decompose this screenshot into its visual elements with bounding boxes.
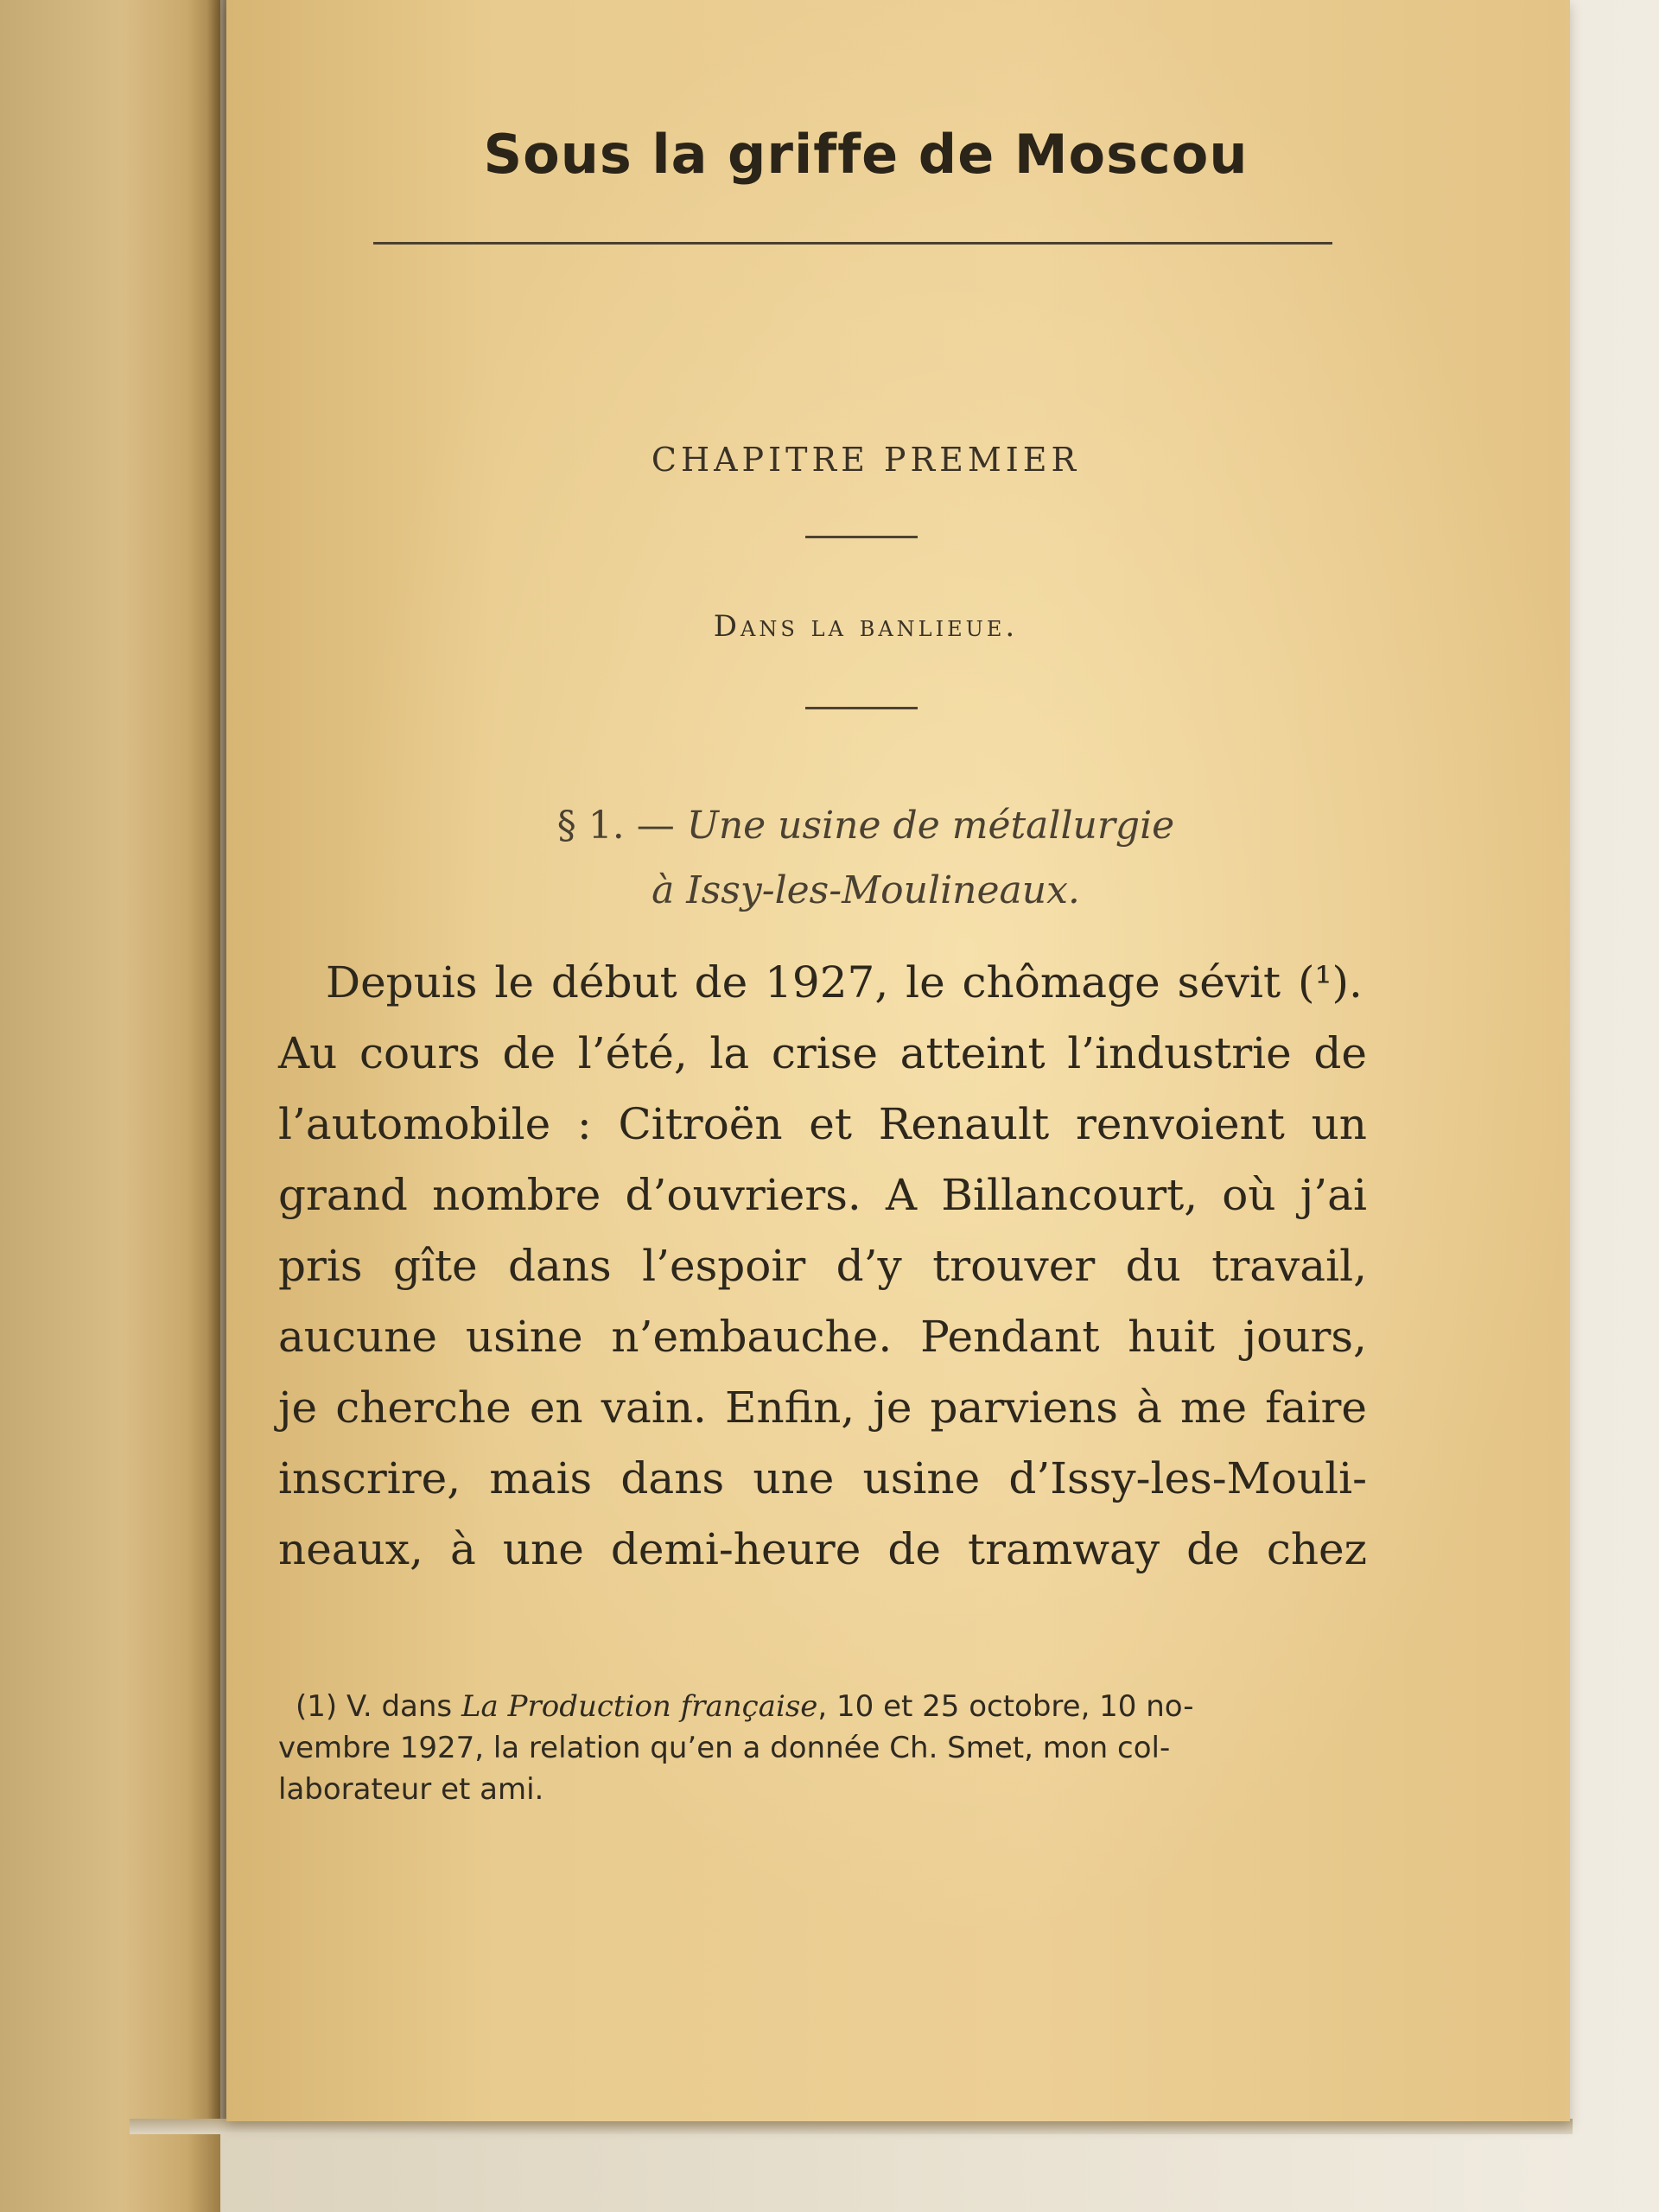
footnote-suffix: , 10 et 25 octobre, 10 no-	[817, 1689, 1194, 1724]
section-title: Dans la banlieue.	[713, 609, 1019, 644]
subsection-number: § 1. —	[556, 804, 675, 848]
subsection-title-2: à Issy-les-Moulineaux.	[652, 868, 1080, 912]
chapter-rule	[805, 536, 918, 538]
body-line: pris gîte dans l’espoir d’y trouver du travail,	[278, 1241, 1367, 1291]
section-rule	[805, 707, 918, 709]
running-head-rule	[373, 242, 1332, 245]
body-line: grand nombre d’ouvriers. A Billancourt, où j’ai	[278, 1170, 1367, 1220]
footnote-line-2: vembre 1927, la relation qu’en a donnée Ch. Smet, mon col-	[278, 1731, 1171, 1765]
body-line: Au cours de l’été, la crise atteint l’industrie de	[278, 1028, 1367, 1078]
page-text-block	[261, 0, 1471, 2121]
subsection-heading-line-1	[261, 804, 1471, 848]
chapter-heading: CHAPITRE PREMIER	[651, 441, 1081, 479]
body-line: Depuis le début de 1927, le chômage sévit (¹).	[326, 957, 1363, 1007]
background-edge	[1564, 0, 1659, 2212]
subsection-heading-line-2	[261, 868, 1471, 912]
body-line: aucune usine n’embauche. Pendant huit jours,	[278, 1312, 1367, 1362]
footnote-line-3: laborateur et ami.	[278, 1772, 544, 1807]
subsection-title-1: Une usine de métallurgie	[686, 804, 1175, 848]
running-head: Sous la griffe de Moscou	[483, 123, 1249, 186]
footnote-line-1	[296, 1689, 1194, 1724]
book-page	[226, 0, 1570, 2121]
body-line: je cherche en vain. Enfin, je parviens à me faire	[278, 1382, 1367, 1433]
footnote-prefix: (1) V. dans	[296, 1689, 461, 1724]
body-line: inscrire, mais dans une usine d’Issy-les-Mouli-	[278, 1453, 1367, 1503]
body-line: l’automobile : Citroën et Renault renvoient un	[278, 1099, 1367, 1149]
body-line: neaux, à une demi-heure de tramway de chez	[278, 1524, 1367, 1574]
left-facing-page	[0, 0, 220, 2212]
footnote-publication: La Production française	[461, 1689, 818, 1724]
